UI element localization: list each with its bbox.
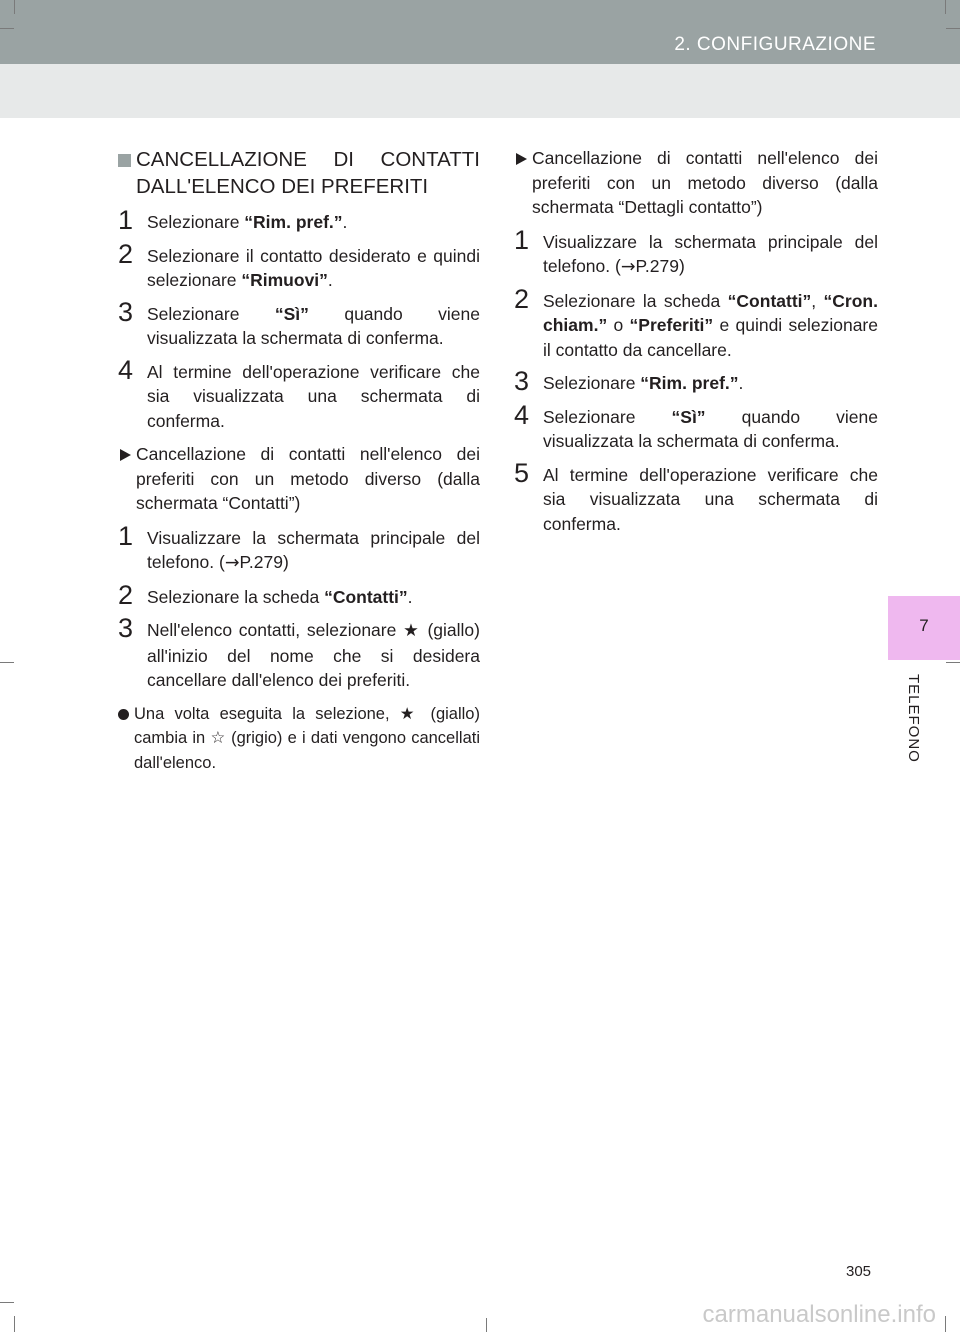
step-text: Selezionare	[147, 303, 275, 324]
button-label-ref: “Rim. pref.”	[640, 373, 739, 393]
star-outline-icon: ☆	[210, 728, 226, 747]
step-number: 5	[514, 457, 530, 488]
step-text: Al termine dell'operazione verificare che sia visualizzata una schermata di conferma.	[147, 361, 480, 431]
section-title: 2. CONFIGURAZIONE	[674, 34, 876, 55]
step-text: Al termine dell'operazione verificare che sia visualizzata una schermata di conferma.	[543, 464, 878, 534]
step-text: Selezionare la scheda	[543, 290, 728, 311]
heading-square-icon	[118, 154, 131, 167]
note-item	[118, 702, 480, 776]
step-text: quando viene visualizzata la schermata di conferma.	[147, 303, 480, 348]
step-number: 2	[118, 238, 134, 269]
chapter-label-text: TELEFONO	[905, 674, 922, 763]
step-text: Visualizzare la schermata principale del telefono. (	[147, 527, 480, 572]
step-item	[118, 296, 480, 351]
step-text: Selezionare la scheda	[147, 586, 325, 607]
step-number: 2	[514, 283, 530, 314]
crop-mark	[0, 28, 14, 29]
step-text: e quindi selezionare il contatto da cancellare.	[543, 315, 878, 360]
step-item	[118, 238, 480, 293]
sub-heading-text: Cancellazione di contatti nell'elenco dei preferiti con un metodo diverso (dalla schermata “Dettagli contatto”)	[532, 148, 878, 217]
step-number: 3	[514, 366, 530, 396]
step-item	[118, 354, 480, 434]
section-heading-text: CANCELLAZIONE DI CONTATTI DALL'ELENCO DEI PREFERITI	[136, 148, 480, 198]
triangle-bullet-icon	[120, 449, 131, 461]
crop-mark	[945, 1316, 946, 1332]
left-column	[118, 146, 480, 775]
crop-mark	[486, 1318, 487, 1332]
crop-mark	[14, 0, 15, 14]
section-heading	[118, 146, 480, 200]
bullet-dot-icon	[118, 709, 129, 720]
step-number: 4	[118, 354, 134, 385]
note-text: Una volta eseguita la selezione,	[134, 704, 400, 723]
step-text: Nell'elenco contatti, selezionare	[147, 620, 404, 640]
step-text: .	[407, 586, 413, 607]
page-number: 305	[846, 1263, 872, 1280]
step-number: 1	[118, 520, 134, 551]
step-text: ,	[811, 290, 824, 311]
star-filled-icon: ★	[399, 703, 421, 723]
crop-mark	[14, 1316, 15, 1332]
step-number: 4	[514, 399, 530, 430]
watermark: carmanualsonline.info	[702, 1301, 936, 1328]
button-label-ref: “Sì”	[274, 303, 309, 324]
sub-procedure-heading	[514, 146, 878, 220]
step-item	[514, 224, 878, 280]
sub-heading-text: Cancellazione di contatti nell'elenco dei preferiti con un metodo diverso (dalla schermata “Contatti”)	[136, 444, 480, 513]
crop-mark	[945, 0, 946, 14]
chapter-tab	[888, 596, 960, 660]
step-number: 2	[118, 579, 134, 610]
button-label-ref: “Contatti”	[727, 290, 812, 311]
step-number: 1	[118, 205, 134, 235]
step-text: quando viene visualizzata la schermata di conferma.	[543, 406, 878, 451]
triangle-bullet-icon	[516, 153, 527, 165]
step-text: o	[607, 315, 630, 335]
chapter-label	[900, 674, 924, 774]
step-text: Selezionare	[543, 373, 641, 393]
button-label-ref: “Rim. pref.”	[244, 212, 343, 232]
step-number: 1	[514, 224, 530, 255]
step-text: Selezionare il contatto desiderato e quindi selezionare	[147, 245, 480, 290]
button-label-ref: “Sì”	[671, 406, 706, 427]
step-text: Visualizzare la schermata principale del telefono. (	[543, 231, 878, 276]
star-filled-icon: ★	[403, 621, 421, 641]
crop-mark	[946, 662, 960, 663]
right-column	[514, 146, 878, 545]
step-item	[514, 366, 878, 396]
button-label-ref: “Rimuovi”	[241, 270, 328, 290]
step-number: 3	[118, 296, 134, 327]
step-text: Selezionare	[543, 406, 672, 427]
step-item	[118, 205, 480, 235]
arrow-icon: →	[224, 553, 240, 573]
crop-mark	[946, 28, 960, 29]
note-text: (grigio) e i dati vengono cancellati dall'elenco.	[134, 729, 480, 772]
page-reference-link[interactable]: P.279)	[239, 552, 289, 572]
step-item	[514, 283, 878, 363]
step-item	[514, 457, 878, 537]
arrow-icon: →	[620, 257, 636, 277]
step-text: .	[327, 270, 333, 290]
step-item	[118, 520, 480, 576]
step-text: .	[738, 373, 744, 393]
button-label-ref: “Cron. chiam.”	[543, 290, 878, 335]
step-number: 3	[118, 613, 134, 643]
step-text: Selezionare	[147, 212, 245, 232]
chapter-number: 7	[919, 616, 929, 635]
step-text: (giallo) all'inizio del nome che si desidera cancellare dall'elenco dei preferiti.	[147, 620, 480, 690]
step-item	[514, 399, 878, 454]
button-label-ref: “Contatti”	[324, 586, 408, 607]
step-item	[118, 613, 480, 693]
header-subband	[0, 64, 960, 118]
crop-mark	[0, 662, 14, 663]
button-label-ref: “Preferiti”	[629, 315, 714, 335]
step-item	[118, 579, 480, 610]
note-text: (giallo) cambia in	[134, 704, 480, 747]
step-text: .	[342, 212, 348, 232]
sub-procedure-heading	[118, 442, 480, 516]
page-reference-link[interactable]: P.279)	[635, 256, 685, 276]
crop-mark	[0, 1302, 14, 1303]
